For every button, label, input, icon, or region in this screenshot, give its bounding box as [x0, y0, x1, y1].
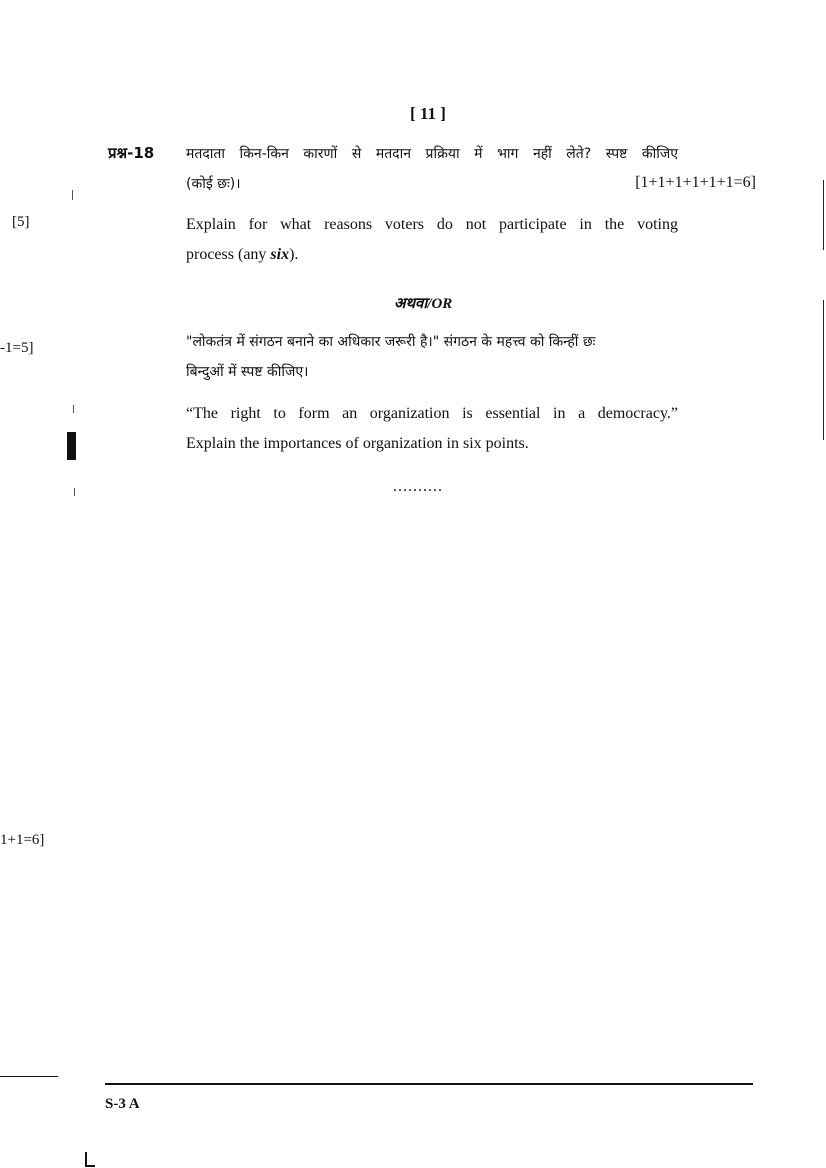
alt-question-english-line-2: Explain the importances of organization in six points.	[186, 435, 529, 452]
corner-mark	[85, 1165, 95, 1167]
scan-edge-line	[823, 300, 824, 440]
question-english-line-2	[186, 246, 298, 264]
margin-bleed-text-3: 1+1=6]	[0, 832, 45, 848]
alt-question-english-line-1: “The right to form an organization is essential in a democracy.”	[186, 405, 678, 422]
question-hindi-line-1: मतदाता किन-किन कारणों से मतदान प्रक्रिया में भाग नहीं लेते? स्पष्ट कीजिए	[186, 146, 678, 162]
margin-bleed-text-2: -1=5]	[0, 340, 34, 356]
end-of-paper-dots: ..........	[393, 478, 443, 495]
english-line-2-suffix: ).	[289, 246, 299, 263]
question-english-line-1: Explain for what reasons voters do not participate in the voting	[186, 216, 678, 233]
footer-rule	[105, 1083, 753, 1085]
english-line-2-prefix: process (any	[186, 246, 271, 263]
question-hindi-line-2: (कोई छः)।	[186, 176, 241, 192]
binding-mark	[67, 432, 76, 460]
margin-tick	[72, 190, 73, 200]
question-number: प्रश्न-18	[108, 144, 155, 162]
alt-question-hindi-line-1: "लोकतंत्र में संगठन बनाने का अधिकार जरूरी है।" संगठन के महत्त्व को किन्हीं छः	[186, 334, 596, 350]
margin-tick	[73, 405, 74, 413]
margin-tick	[74, 488, 75, 496]
page-number: [ 11 ]	[410, 104, 446, 123]
margin-rule	[0, 1076, 58, 1077]
footer-code: S-3 A	[105, 1096, 140, 1112]
marks-allocation: [1+1+1+1+1+1=6]	[635, 174, 756, 191]
alt-question-hindi-line-2: बिन्दुओं में स्पष्ट कीजिए।	[186, 364, 309, 380]
or-separator: अथवा/OR	[394, 296, 453, 312]
corner-mark	[85, 1152, 87, 1166]
english-line-2-italic: six	[270, 246, 290, 263]
margin-bleed-text-1: [5]	[12, 214, 30, 230]
scan-edge-line	[823, 180, 824, 250]
